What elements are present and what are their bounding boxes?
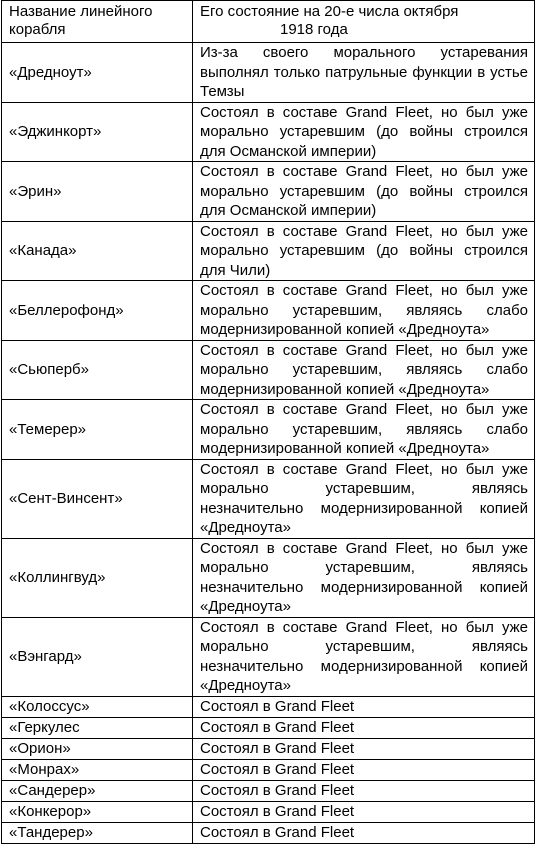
table-row: [2, 102, 535, 162]
table-row: [2, 780, 535, 801]
ship-status-cell: Состоял в Grand Fleet: [193, 759, 535, 780]
table-row: [2, 340, 535, 400]
ship-name-cell: «Геркулес: [2, 717, 193, 738]
ship-status-cell: Состоял в составе Grand Fleet, но был уже морально устаревшим, являясь незначительно модернизированной копией «Дредноута»: [193, 459, 535, 538]
ship-name-cell: «Канада»: [2, 221, 193, 281]
ship-status-cell: Из-за своего морального устаревания выполнял только патрульные функции в устье Темзы: [193, 43, 535, 103]
table-row: [2, 696, 535, 717]
ship-status-cell: Состоял в составе Grand Fleet, но был уже морально устаревшим (до войны строился для Чили): [193, 221, 535, 281]
table-row: [2, 738, 535, 759]
ship-name-cell: «Дредноут»: [2, 43, 193, 103]
ship-name-cell: «Эрин»: [2, 162, 193, 222]
ship-status-cell: Состоял в Grand Fleet: [193, 696, 535, 717]
ship-name-cell: «Вэнгард»: [2, 617, 193, 696]
table-row: [2, 221, 535, 281]
header-status: [193, 1, 535, 43]
header-status-line-1: Его состояние на 20-е числа октября: [200, 3, 459, 20]
ship-status-cell: Состоял в составе Grand Fleet, но был уже морально устаревшим, являясь незначительно модернизированной копией «Дредноута»: [193, 617, 535, 696]
ship-name-cell: «Конкерор»: [2, 801, 193, 822]
ship-status-cell: Состоял в составе Grand Fleet, но был уже морально устаревшим, являясь слабо модернизированной копией «Дредноута»: [193, 340, 535, 400]
table-row: [2, 822, 535, 843]
battleships-table: [1, 0, 535, 844]
ship-name-cell: «Тандерер»: [2, 822, 193, 843]
ship-name-cell: «Орион»: [2, 738, 193, 759]
header-status-text: [200, 3, 528, 38]
ship-name-cell: «Темерер»: [2, 400, 193, 460]
ship-name-cell: «Колоссус»: [2, 696, 193, 717]
ship-status-cell: Состоял в Grand Fleet: [193, 801, 535, 822]
ship-name-cell: «Беллерофонд»: [2, 281, 193, 341]
ship-name-cell: «Сандерер»: [2, 780, 193, 801]
header-status-line-2: 1918 года: [280, 20, 348, 38]
ship-status-cell: Состоял в составе Grand Fleet, но был уже морально устаревшим (до войны строился для Османской империи): [193, 102, 535, 162]
ship-name-cell: «Сент-Винсент»: [2, 459, 193, 538]
ship-status-cell: Состоял в Grand Fleet: [193, 780, 535, 801]
ship-status-cell: Состоял в составе Grand Fleet, но был уже морально устаревшим (до войны строился для Османской империи): [193, 162, 535, 222]
ship-status-cell: Состоял в составе Grand Fleet, но был уже морально устаревшим, являясь незначительно модернизированной копией «Дредноута»: [193, 538, 535, 617]
table-row: [2, 759, 535, 780]
ship-status-cell: Состоял в составе Grand Fleet, но был уже морально устаревшим, являясь слабо модернизированной копией «Дредноута»: [193, 281, 535, 341]
ship-status-cell: Состоял в Grand Fleet: [193, 717, 535, 738]
table-row: [2, 717, 535, 738]
table-row: [2, 538, 535, 617]
table-row: [2, 459, 535, 538]
header-ship-name: Название линейного корабля: [2, 1, 193, 43]
ship-name-cell: «Монрах»: [2, 759, 193, 780]
ship-status-cell: Состоял в Grand Fleet: [193, 822, 535, 843]
table-row: [2, 801, 535, 822]
table-row: [2, 400, 535, 460]
ship-status-cell: Состоял в Grand Fleet: [193, 738, 535, 759]
table-row: [2, 162, 535, 222]
table-header-row: [2, 1, 535, 43]
ship-status-cell: Состоял в составе Grand Fleet, но был уже морально устаревшим, являясь слабо модернизированной копией «Дредноута»: [193, 400, 535, 460]
ship-name-cell: «Коллингвуд»: [2, 538, 193, 617]
table-body: [2, 1, 535, 844]
table-row: [2, 43, 535, 103]
table-row: [2, 281, 535, 341]
ship-name-cell: «Эджинкорт»: [2, 102, 193, 162]
table-row: [2, 617, 535, 696]
ship-name-cell: «Сьюперб»: [2, 340, 193, 400]
